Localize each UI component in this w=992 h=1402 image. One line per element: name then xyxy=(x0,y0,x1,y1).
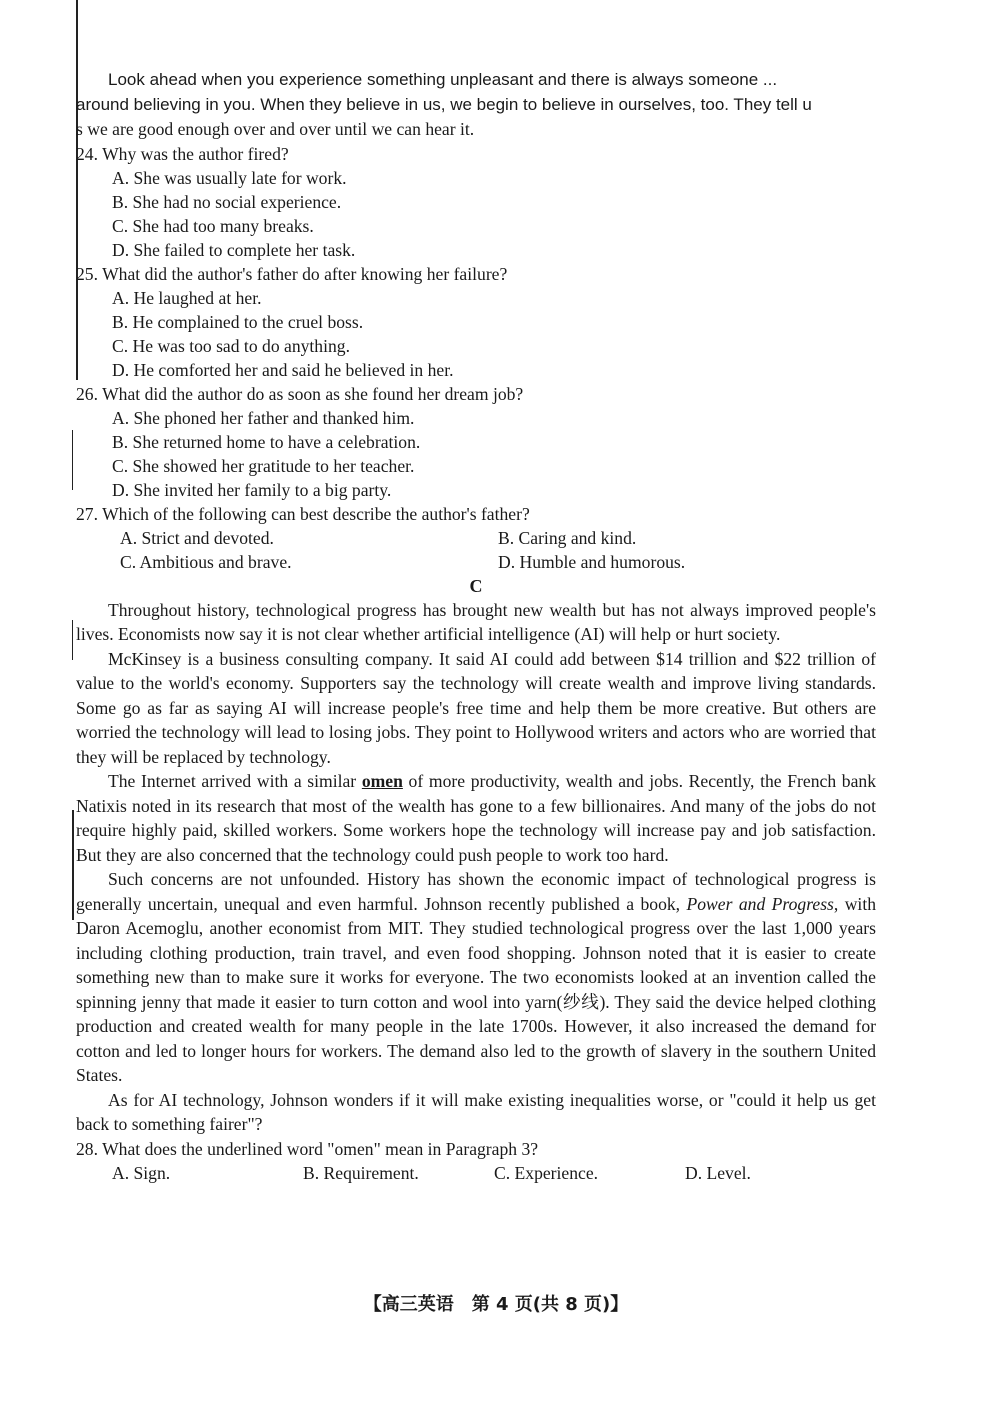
answer-option: C. Experience. xyxy=(494,1162,599,1183)
answer-option: C. Ambitious and brave. xyxy=(120,551,292,572)
underlined-word: omen xyxy=(361,771,403,791)
question-28 xyxy=(76,1137,876,1185)
passage-c xyxy=(76,598,876,1137)
answer-option: D. He comforted her and said he believed in her. xyxy=(112,359,454,380)
page-footer: 【高三英语 第 4 页(共 8 页)】 xyxy=(363,1294,629,1315)
binding-margin-line xyxy=(72,620,73,660)
answer-option: B. Requirement. xyxy=(303,1162,419,1183)
answer-option: D. Level. xyxy=(685,1162,751,1183)
answer-option: A. Sign. xyxy=(112,1162,171,1183)
passage-line: s we are good enough over and over until we can hear it. xyxy=(76,119,475,139)
answer-option: C. She showed her gratitude to her teacher. xyxy=(112,455,415,476)
answer-option: A. She was usually late for work. xyxy=(112,167,347,188)
question-stem: 25. What did the author's father do after knowing her failure? xyxy=(76,263,508,284)
passage-b-ending xyxy=(76,68,876,142)
book-title: Power and Progress xyxy=(686,893,834,914)
answer-option-row xyxy=(112,1161,876,1185)
paragraph-3 xyxy=(76,769,876,867)
answer-option: D. She invited her family to a big party. xyxy=(112,479,392,500)
question-stem: 28. What does the underlined word "omen" mean in Paragraph 3? xyxy=(76,1138,539,1159)
answer-option: D. Humble and humorous. xyxy=(498,551,686,572)
answer-option: B. Caring and kind. xyxy=(498,527,637,548)
binding-margin-line xyxy=(72,430,73,490)
answer-option: A. Strict and devoted. xyxy=(120,527,274,548)
answer-option-row xyxy=(120,550,876,574)
passage-line: around believing in you. When they believe in us, we begin to believe in ourselves, too. They tell u xyxy=(76,94,812,114)
answer-option: B. She had no social experience. xyxy=(112,191,342,212)
question-26 xyxy=(76,382,876,502)
paragraph-text: , with Daron Acemoglu, another economist from MIT. They studied technological progress over the last 1,000 years including clothing production, train travel, and even food shopping. Johnson noted that it is easier to create something new than to make sure it works for everyone. The two economists looked at an invention called the spinning jenny that made it easier to turn cotton and wool into yarn(纱线). They said the device helped clothing production and created wealth for many people in the late 1700s. However, it also increased the demand for cotton and led to longer hours for workers. The demand also led to the growth of slavery in the southern United States. xyxy=(76,893,877,1085)
paragraph-text: Such concerns are not unfounded. History has shown the economic impact of technological progress is generally uncertain, unequal and even harmful. Johnson recently published a book, xyxy=(76,869,876,914)
paragraph-1: Throughout history, technological progress has brought new wealth but has not always improved people's lives. Economists now say it is not clear whether artificial intelligence (AI) will help or hurt society. xyxy=(76,599,876,644)
answer-option: C. She had too many breaks. xyxy=(112,215,314,236)
binding-margin-line xyxy=(72,810,74,920)
paragraph-2: McKinsey is a business consulting company. It said AI could add between $14 trillion and $22 trillion of value to the world's economy. Supporters say the technology will create wealth and improve living standards. Some go as far as saying AI will increase people's free time and help them be more creative. But others are worried the technology will lead to losing jobs. They point to Hollywood writers and actors who are worried that they will be replaced by technology. xyxy=(76,648,876,767)
answer-option: C. He was too sad to do anything. xyxy=(112,335,350,356)
section-heading: C xyxy=(469,575,483,596)
question-25 xyxy=(76,262,876,382)
paragraph-text: of more productivity, wealth and jobs. Recently, the French bank Natixis noted in its research that most of the wealth has gone to a few billionaires. And many of the jobs do not require highly paid, skilled workers. Some workers hope the technology will increase pay and job satisfaction. But they are also concerned that the technology could push people to work too hard. xyxy=(76,771,876,865)
paragraph-text: The Internet arrived with a similar xyxy=(108,771,362,791)
paragraph-4 xyxy=(76,867,876,1088)
question-27 xyxy=(76,502,876,574)
answer-option: B. He complained to the cruel boss. xyxy=(112,311,364,332)
question-stem: 24. Why was the author fired? xyxy=(76,143,289,164)
answer-option: D. She failed to complete her task. xyxy=(112,239,356,260)
answer-option: A. She phoned her father and thanked him. xyxy=(112,407,415,428)
question-stem: 27. Which of the following can best describe the author's father? xyxy=(76,503,530,524)
answer-option-row xyxy=(120,526,876,550)
paragraph-5: As for AI technology, Johnson wonders if it will make existing inequalities worse, or "could it help us get back to something fairer"? xyxy=(76,1089,876,1134)
question-24 xyxy=(76,142,876,262)
passage-line: Look ahead when you experience something unpleasant and there is always someone ... xyxy=(108,70,778,89)
exam-page xyxy=(76,68,876,1185)
question-stem: 26. What did the author do as soon as she found her dream job? xyxy=(76,383,524,404)
answer-option: A. He laughed at her. xyxy=(112,287,262,308)
answer-option: B. She returned home to have a celebration. xyxy=(112,431,421,452)
